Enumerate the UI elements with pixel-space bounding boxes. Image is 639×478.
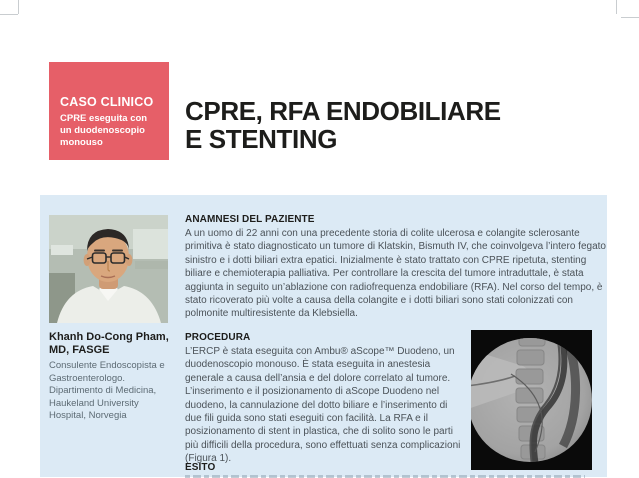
page-title-line2: E STENTING	[185, 124, 338, 155]
fluoroscopy-xray-image	[471, 330, 592, 470]
page-title	[185, 97, 545, 153]
case-badge	[49, 62, 169, 160]
section-heading-procedura: PROCEDURA	[185, 332, 251, 343]
author-bio: Consulente Endoscopista e Gastroenterologo. Dipartimento di Medicina, Haukeland University Hospital, Norvegia	[49, 360, 165, 422]
author-photo-illustration	[49, 215, 168, 323]
author-name: Khanh Do-Cong Pham, MD, FASGE	[49, 331, 169, 357]
section-body-procedura: L’ERCP è stata eseguita con Ambu® aScope™ Duodeno, un duodenoscopio monouso. È stata eseguita in anestesia generale a causa dell’ansia e del dolore correlato al tumore. L’inserimento e il posizionamento di aScope Duodeno nel duodeno, la cannulazione del dotto biliare e l’inserimento di due fili guida sono stati eseguiti con facilità. La RFA e il posizionamento di stent in plastica, che di solito sono le parti più difficili della procedura, sono effettuati senza complicazioni (Figura 1).	[185, 346, 461, 465]
case-badge-title: CASO CLINICO	[60, 94, 154, 109]
crop-mark-top-left-horizontal	[0, 14, 18, 15]
section-heading-esito: ESITO	[185, 462, 216, 473]
crop-mark-top-right-horizontal	[621, 17, 639, 18]
case-badge-subtitle: CPRE eseguita con un duodenoscopio monouso	[60, 112, 148, 148]
crop-mark-top-left-vertical	[18, 0, 19, 14]
fluoroscopy-figure	[471, 330, 592, 470]
page-title-line1: CPRE, RFA ENDOBILIARE	[185, 96, 501, 126]
section-heading-anamnesi: ANAMNESI DEL PAZIENTE	[185, 214, 315, 225]
author-photo	[49, 215, 168, 323]
content-panel	[40, 195, 607, 477]
crop-mark-top-right-vertical	[616, 0, 617, 14]
section-body-anamnesi: A un uomo di 22 anni con una precedente storia di colite ulcerosa e colangite sclerosante primitiva è stato diagnosticato un tumore di Klatskin, Bismuth IV, che coinvolgeva l’intero fegato sinistro e i dotti biliari extra epatici. Inizialmente è stato trattato con CPRE ripetuta, stenting biliare e chemioterapia palliativa. Per controllare la crescita del tumore intraduttale, è stata aggiunta in seguito un’ablazione con radiofrequenza endobiliare (RFA). Nel corso del tempo, è stato ricoverato più volte a causa della colangite e i dotti biliari sono stati colonizzati con polmonite multiresistente da Klebsiella.	[185, 228, 606, 320]
